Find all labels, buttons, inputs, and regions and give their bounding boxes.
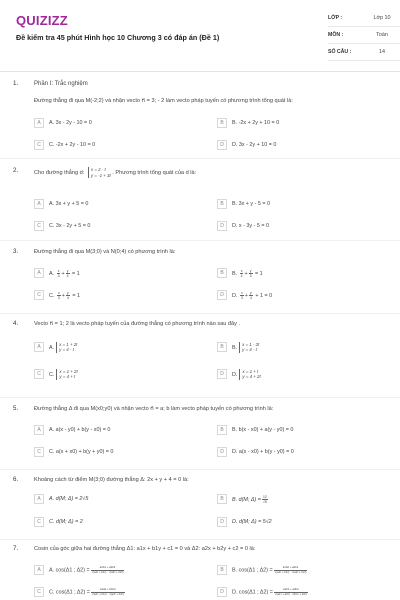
question-text: Khoảng cách từ điểm M(3;0) đường thẳng Δ: 2x + y + 4 = 0 là:	[34, 477, 189, 483]
option-c[interactable]	[34, 220, 212, 232]
question-6	[13, 476, 397, 536]
denominator: 4	[66, 295, 69, 300]
option-text: B. -2x + 2y + 10 = 0	[232, 120, 280, 126]
fraction	[274, 566, 308, 574]
option-d[interactable]	[217, 446, 395, 458]
numerator: y	[250, 290, 252, 295]
question-text-post: . Phương trình tổng quát của d là:	[112, 169, 197, 176]
option-a[interactable]	[34, 424, 212, 436]
option-text	[49, 566, 125, 574]
option-prefix: B. cos(Δ1 ; Δ2) =	[232, 567, 273, 574]
option-letter: A	[34, 565, 44, 575]
divider	[0, 397, 400, 398]
meta-value: 14	[379, 49, 385, 55]
option-text: D. d(M; Δ) = 5√2	[232, 519, 272, 525]
option-letter: D	[217, 221, 227, 231]
option-letter: A	[34, 494, 44, 504]
meta-value: Toán	[376, 32, 388, 38]
system-line: y = 4 - t	[59, 347, 74, 352]
option-c[interactable]	[34, 289, 212, 301]
option-letter: B	[217, 425, 227, 435]
option-letter: A	[34, 199, 44, 209]
numerator: y	[67, 290, 69, 295]
option-text: C. a(x + x0) + b(y + y0) = 0	[49, 449, 114, 455]
option-text	[232, 291, 272, 300]
question-text-pre: Cho đường thẳng d:	[34, 169, 85, 176]
option-text	[49, 342, 77, 353]
option-b[interactable]	[217, 198, 395, 210]
numerator: a1b2 + a2b1	[274, 566, 308, 570]
question-text: Đường thẳng Δ đi qua M(x0;y0) và nhận vecto n⃗ = a; b làm vecto pháp tuyến có phương trình là:	[34, 406, 274, 412]
numerator: a1b1 + a2b2	[274, 588, 308, 592]
fraction	[91, 588, 125, 596]
option-c[interactable]	[34, 516, 212, 528]
option-letter: C	[34, 369, 44, 379]
option-b[interactable]	[217, 563, 395, 577]
document-title: Đề kiểm tra 45 phút Hình học 10 Chương 3 có đáp án (Đề 1)	[16, 33, 220, 42]
numerator: x	[241, 290, 243, 295]
option-letter: C	[34, 290, 44, 300]
denominator: √(a1² + a2²) · √(b1² + b2²)	[274, 591, 307, 596]
meta-row-count	[328, 44, 400, 61]
option-text	[232, 588, 309, 596]
option-prefix: B.	[232, 270, 238, 277]
option-text: A. 3x + y + 5 = 0	[49, 201, 89, 207]
option-text: C. d(M; Δ) = 2	[49, 519, 83, 525]
option-d[interactable]	[217, 365, 395, 383]
option-suffix: = 1	[255, 270, 263, 277]
question-4	[13, 320, 397, 390]
question-text: Vecto n⃗ = 1; 2 là vecto pháp tuyến của đường thẳng có phương trình nào sau đây .	[34, 321, 241, 327]
question-number: 3.	[13, 248, 19, 255]
option-prefix: D.	[232, 292, 238, 299]
option-text: A. 3x - 2y - 10 = 0	[49, 120, 92, 126]
fraction	[240, 291, 244, 300]
option-b[interactable]	[217, 424, 395, 436]
option-letter: C	[34, 221, 44, 231]
option-letter: D	[217, 140, 227, 150]
option-text: C. 3x - 2y + 5 = 0	[49, 223, 91, 229]
option-letter: D	[217, 517, 227, 527]
option-text: D. a(x - x0) + b(y - y0) = 0	[232, 449, 294, 455]
option-a[interactable]	[34, 267, 212, 279]
denominator: 3	[57, 273, 60, 278]
meta-row-class	[328, 10, 400, 27]
option-d[interactable]	[217, 516, 395, 528]
option-a[interactable]	[34, 493, 212, 505]
fraction	[240, 269, 244, 278]
parametric-system	[56, 369, 77, 380]
option-letter: B	[217, 199, 227, 209]
option-c[interactable]	[34, 446, 212, 458]
operator: +	[244, 270, 248, 277]
question-1	[13, 80, 397, 152]
option-text: B. 3x + y - 5 = 0	[232, 201, 271, 207]
system-line: y = 4 + 2t	[242, 374, 261, 379]
option-prefix: A. cos(Δ1 ; Δ2) =	[49, 567, 90, 574]
divider	[0, 313, 400, 314]
option-suffix: = 1	[72, 270, 80, 277]
option-text	[49, 369, 78, 380]
denominator: √5	[262, 499, 267, 504]
denominator: 3	[249, 273, 252, 278]
option-letter: B	[217, 118, 227, 128]
option-letter: C	[34, 140, 44, 150]
option-c[interactable]	[34, 365, 212, 383]
option-d[interactable]	[217, 220, 395, 232]
question-text: Đường thẳng đi qua M(3;0) và N(0;4) có phương trình là:	[34, 249, 176, 255]
fraction	[66, 269, 70, 278]
denominator: 4	[66, 273, 69, 278]
option-a[interactable]	[34, 338, 212, 356]
option-text	[49, 269, 80, 278]
meta-key: SỐ CÂU :	[328, 49, 352, 55]
fraction	[249, 269, 253, 278]
page-header	[0, 0, 400, 72]
fraction	[274, 588, 308, 596]
option-text	[49, 291, 80, 300]
option-d[interactable]	[217, 585, 395, 599]
option-letter: A	[34, 268, 44, 278]
option-letter: C	[34, 447, 44, 457]
option-a[interactable]	[34, 198, 212, 210]
system-line: x = 1 + 2t	[59, 341, 78, 347]
fraction	[91, 566, 125, 574]
system-line: y = -1 + 3t	[90, 172, 111, 178]
parametric-system	[239, 342, 259, 353]
option-letter: D	[217, 587, 227, 597]
denominator: 4	[249, 295, 252, 300]
question-3	[13, 248, 397, 308]
option-text	[232, 566, 308, 574]
system-line: x = 1 - 2t	[242, 341, 260, 347]
fraction	[66, 291, 70, 300]
option-a[interactable]	[34, 563, 212, 577]
numerator: a1a2 + b1b2	[91, 588, 125, 592]
option-letter: C	[34, 587, 44, 597]
question-number: 4.	[13, 320, 19, 327]
denominator: 3	[57, 295, 60, 300]
numerator: 12	[262, 494, 267, 499]
option-prefix: C.	[49, 371, 55, 378]
operator: +	[61, 292, 65, 299]
option-suffix: = 1	[72, 292, 80, 299]
question-2	[13, 167, 397, 233]
option-text	[232, 269, 263, 278]
option-b[interactable]	[217, 117, 395, 129]
quizizz-logo: QUIZIZZ	[16, 13, 68, 28]
denominator: 4	[240, 273, 243, 278]
system-line: x = 1 + 2t	[59, 368, 78, 374]
divider	[0, 539, 400, 540]
option-letter: A	[34, 425, 44, 435]
question-number: 5.	[13, 405, 19, 412]
option-suffix: + 1 = 0	[255, 292, 273, 299]
system-line: y = 4 - t	[242, 347, 257, 352]
divider	[0, 469, 400, 470]
option-text	[49, 588, 126, 596]
numerator: a1b1 + a2b2	[91, 566, 125, 570]
option-prefix: A.	[49, 344, 55, 351]
operator: +	[244, 292, 248, 299]
option-b[interactable]	[217, 267, 395, 279]
option-letter: D	[217, 369, 227, 379]
question-text: Đường thẳng đi qua M(-2;2) và nhận vecto n⃗ = 3; - 2 làm vecto pháp tuyến có phương trình tổng quát là:	[34, 98, 293, 104]
option-d[interactable]	[217, 139, 395, 151]
numerator: x	[240, 268, 243, 273]
option-prefix: A.	[49, 270, 55, 277]
question-text	[34, 167, 389, 178]
option-prefix: D. cos(Δ1 ; Δ2) =	[232, 589, 273, 596]
option-letter: B	[217, 565, 227, 575]
question-number: 2.	[13, 167, 19, 174]
numerator: x	[58, 290, 60, 295]
divider	[0, 240, 400, 241]
meta-value: Lớp 10	[373, 15, 391, 21]
option-prefix: C.	[49, 292, 55, 299]
option-text	[232, 369, 261, 380]
option-text: D. 3x - 2y + 10 = 0	[232, 142, 277, 148]
parametric-system	[56, 342, 77, 353]
question-text: Cosin của góc giữa hai đường thẳng Δ1: a1x + b1y + c1 = 0 và Δ2: a2x + b2y + c2 = 0 là:	[34, 546, 256, 552]
option-text: C. -2x + 2y - 10 = 0	[49, 142, 96, 148]
option-text: B. b(x - x0) + a(y - y0) = 0	[232, 427, 294, 433]
numerator: y	[249, 268, 252, 273]
question-5	[13, 405, 397, 465]
question-number: 7.	[13, 545, 19, 552]
parametric-system	[88, 167, 111, 178]
option-c[interactable]	[34, 139, 212, 151]
parametric-system	[239, 369, 260, 380]
denominator: √(a1² + b1²) · √(a2² + b2²)	[91, 569, 124, 574]
option-prefix: B. d(M; Δ) =	[232, 496, 261, 503]
fraction	[262, 495, 268, 504]
fraction	[57, 269, 61, 278]
meta-table	[328, 10, 400, 61]
option-b[interactable]	[217, 493, 395, 505]
option-letter: A	[34, 118, 44, 128]
option-letter: B	[217, 342, 227, 352]
option-letter: D	[217, 290, 227, 300]
meta-key: LỚP :	[328, 15, 343, 21]
option-text: A. d(M; Δ) = 2√5	[49, 496, 89, 502]
numerator: x	[57, 268, 60, 273]
denominator: √(a1² + b1²) · √(a2² + b2²)	[91, 591, 124, 596]
question-7	[13, 545, 397, 600]
option-text: D. x - 3y - 5 = 0	[232, 223, 269, 229]
option-letter: A	[34, 342, 44, 352]
fraction	[57, 291, 61, 300]
option-text	[232, 495, 269, 504]
option-letter: B	[217, 268, 227, 278]
system-line: x = 2 - t	[90, 167, 106, 172]
section-heading: Phần I: Trắc nghiệm	[34, 81, 88, 87]
option-c[interactable]	[34, 585, 212, 599]
option-text: A. a(x - y0) + b(y - x0) = 0	[49, 427, 111, 433]
option-b[interactable]	[217, 338, 395, 356]
denominator: 3	[240, 295, 243, 300]
meta-key: MÔN :	[328, 32, 344, 38]
numerator: y	[66, 268, 69, 273]
denominator: √(a1² + b1²) · √(a2² + b2²)	[274, 569, 307, 574]
divider	[0, 158, 400, 159]
system-line: x = 1 + t	[242, 368, 259, 374]
question-number: 1.	[13, 80, 19, 87]
system-line: y = 4 + t	[59, 374, 76, 379]
option-letter: B	[217, 494, 227, 504]
option-d[interactable]	[217, 289, 395, 301]
option-prefix: C. cos(Δ1 ; Δ2) =	[49, 589, 90, 596]
option-prefix: D.	[232, 371, 238, 378]
option-text	[232, 342, 259, 353]
operator: +	[61, 270, 65, 277]
option-prefix: B.	[232, 344, 238, 351]
option-letter: D	[217, 447, 227, 457]
option-a[interactable]	[34, 117, 212, 129]
question-number: 6.	[13, 476, 19, 483]
meta-row-subject	[328, 27, 400, 44]
option-letter: C	[34, 517, 44, 527]
fraction	[249, 291, 253, 300]
